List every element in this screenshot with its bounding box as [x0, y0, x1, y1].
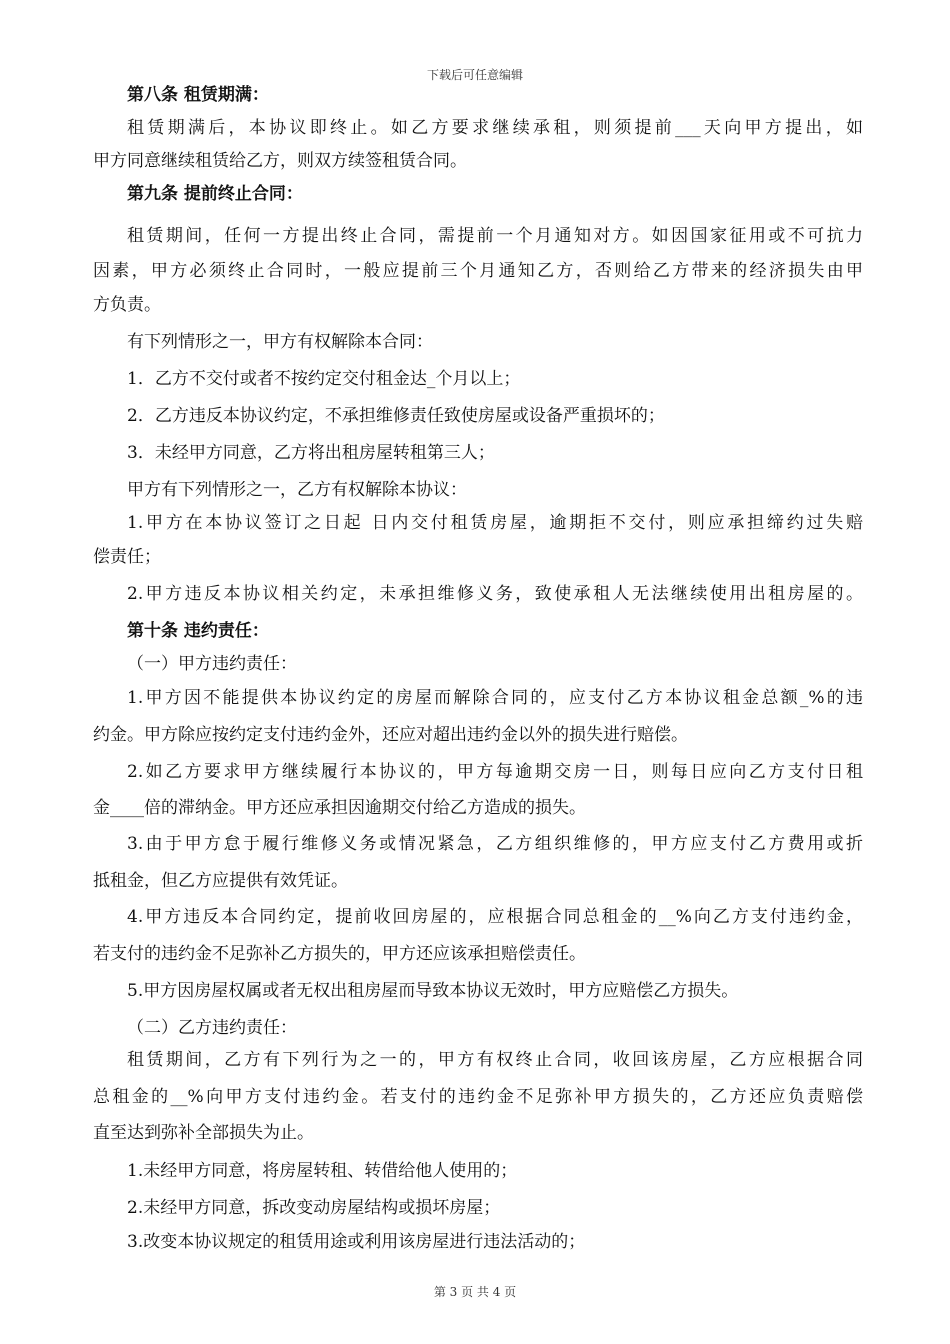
page-header: 下载后可任意编辑: [426, 68, 523, 82]
paragraph-line: 1.未经甲方同意，将房屋转租、转借给他人使用的；: [127, 1161, 518, 1181]
paragraph-line: 3．未经甲方同意，乙方将出租房屋转租第三人；: [127, 443, 495, 463]
page-footer: 第 3 页 共 4 页: [433, 1285, 517, 1299]
paragraph-line: 方负责。: [93, 295, 161, 315]
paragraph-line: 甲方同意继续租赁给乙方，则双方续签租赁合同。: [93, 151, 467, 171]
paragraph-line: 租赁期间，任何一方提出终止合同，需提前一个月通知对方。如因国家征用或不可抗力: [127, 226, 863, 246]
paragraph-line: 直至达到弥补全部损失为止。: [93, 1123, 314, 1143]
paragraph-line: 2.甲方违反本协议相关约定，未承担维修义务，致使承租人无法继续使用出租房屋的。: [127, 584, 863, 604]
paragraph-line: 甲方有下列情形之一，乙方有权解除本协议：: [127, 480, 467, 500]
paragraph-line: 4.甲方违反本合同约定，提前收回房屋的，应根据合同总租金的__%向乙方支付违约金，: [127, 907, 863, 927]
paragraph-line: 5.甲方因房屋权属或者无权出租房屋而导致本协议无效时，甲方应赔偿乙方损失。: [127, 981, 739, 1001]
paragraph-line: 总租金的__%向甲方支付违约金。若支付的违约金不足弥补甲方损失的，乙方还应负责赔偿: [93, 1087, 863, 1107]
paragraph-line: （一）甲方违约责任：: [127, 654, 297, 674]
paragraph-line: 抵租金，但乙方应提供有效凭证。: [93, 871, 348, 891]
paragraph-line: 约金。甲方除应按约定支付违约金外，还应对超出违约金以外的损失进行赔偿。: [93, 725, 688, 745]
paragraph-line: 3.改变本协议规定的租赁用途或利用该房屋进行违法活动的；: [127, 1232, 586, 1252]
paragraph-line: 有下列情形之一，甲方有权解除本合同：: [127, 332, 433, 352]
paragraph-line: 2．乙方违反本协议约定，不承担维修责任致使房屋或设备严重损坏的；: [127, 406, 665, 426]
paragraph-line: 因素，甲方必须终止合同时，一般应提前三个月通知乙方，否则给乙方带来的经济损失由甲: [93, 261, 863, 281]
paragraph-line: 1．乙方不交付或者不按约定交付租金达_个月以上；: [127, 369, 521, 389]
paragraph-line: 偿责任；: [93, 547, 161, 567]
paragraph-line: 若支付的违约金不足弥补乙方损失的，甲方还应该承担赔偿责任。: [93, 944, 586, 964]
paragraph-line: 3.由于甲方怠于履行维修义务或情况紧急，乙方组织维修的，甲方应支付乙方费用或折: [127, 834, 863, 854]
paragraph-line: 金____倍的滞纳金。甲方还应承担因逾期交付给乙方造成的损失。: [93, 798, 586, 818]
section-heading: 第九条 提前终止合同：: [127, 184, 303, 204]
paragraph-line: 2.如乙方要求甲方继续履行本协议的，甲方每逾期交房一日，则每日应向乙方支付日租: [127, 762, 863, 782]
paragraph-line: 1.甲方因不能提供本协议约定的房屋而解除合同的，应支付乙方本协议租金总额_%的违: [127, 688, 863, 708]
paragraph-line: 1.甲方在本协议签订之日起 日内交付租赁房屋，逾期拒不交付，则应承担缔约过失赔: [127, 513, 863, 533]
paragraph-line: 租赁期满后，本协议即终止。如乙方要求继续承租，则须提前___天向甲方提出，如: [127, 118, 863, 138]
section-heading: 第八条 租赁期满：: [127, 85, 269, 105]
paragraph-line: 2.未经甲方同意，拆改变动房屋结构或损坏房屋；: [127, 1198, 501, 1218]
paragraph-line: 租赁期间，乙方有下列行为之一的，甲方有权终止合同，收回该房屋，乙方应根据合同: [127, 1050, 863, 1070]
paragraph-line: （二）乙方违约责任：: [127, 1018, 297, 1038]
section-heading: 第十条 违约责任：: [127, 621, 269, 641]
